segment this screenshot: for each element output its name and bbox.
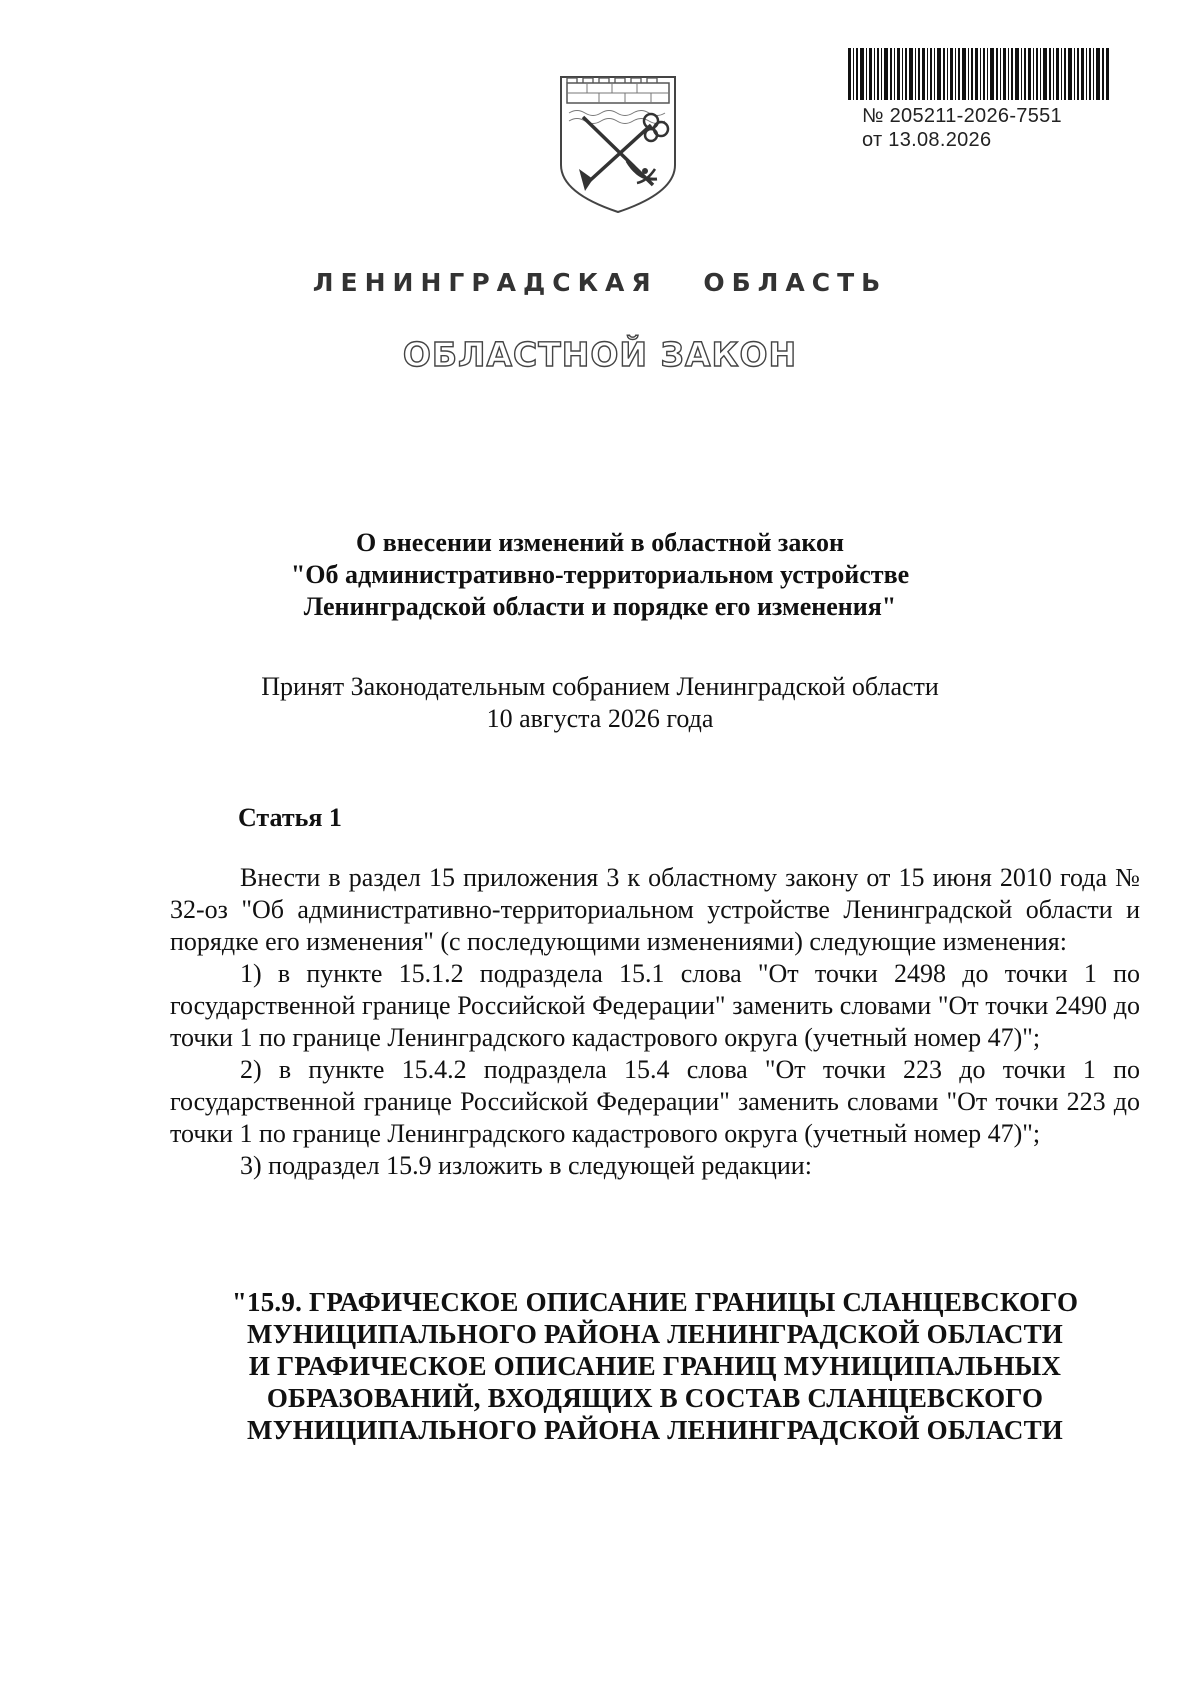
law-type-heading: ОБЛАСТНОЙ ЗАКОН [402, 335, 798, 374]
region-name: ЛЕНИНГРАДСКАЯ ОБЛАСТЬ [312, 268, 888, 297]
coat-of-arms-icon [557, 73, 679, 215]
section-heading-line: ОБРАЗОВАНИЙ, ВХОДЯЩИХ В СОСТАВ СЛАНЦЕВСКОГО [266, 1383, 1044, 1413]
amendment-item-2: 2) в пункте 15.4.2 подраздела 15.4 слова "От точки 223 до точки 1 по государственной границе Российской Федерации" заменить словами "От точки 223 до точки 1 по границе Ленинградского кадастрового округа (учетный номер 47)"; [170, 1055, 1140, 1148]
adoption-note [0, 671, 1200, 735]
registration-date: от 13.08.2026 [862, 129, 992, 151]
law-title-line: Ленинградской области и порядке его изменения" [303, 592, 897, 621]
law-title [0, 527, 1200, 623]
section-heading-line: "15.9. ГРАФИЧЕСКОЕ ОПИСАНИЕ ГРАНИЦЫ СЛАНЦЕВСКОГО [231, 1287, 1079, 1317]
article-intro-paragraph: Внести в раздел 15 приложения 3 к областному закону от 15 июня 2010 года № 32-оз "Об административно-территориальном устройстве Ленинградской области и порядке его изменения" (с последующими изменениями) следующие изменения: [170, 863, 1140, 956]
section-heading [170, 1286, 1140, 1446]
section-heading-line: И ГРАФИЧЕСКОЕ ОПИСАНИЕ ГРАНИЦ МУНИЦИПАЛЬНЫХ [248, 1351, 1062, 1381]
amendment-item-1: 1) в пункте 15.1.2 подраздела 15.1 слова "От точки 2498 до точки 1 по государственной границе Российской Федерации" заменить словами "От точки 2490 до точки 1 по границе Ленинградского кадастрового округа (учетный номер 47)"; [170, 959, 1140, 1052]
article-heading: Статья 1 [238, 803, 342, 832]
amendment-item-3: 3) подраздел 15.9 изложить в следующей редакции: [240, 1151, 812, 1180]
section-heading-line: МУНИЦИПАЛЬНОГО РАЙОНА ЛЕНИНГРАДСКОЙ ОБЛАСТИ [247, 1319, 1063, 1349]
adoption-date: 10 августа 2026 года [486, 704, 714, 733]
barcode-icon [848, 48, 1110, 100]
law-title-line: О внесении изменений в областной закон [355, 528, 845, 557]
adoption-note-line: Принят Законодательным собранием Ленинградской области [261, 672, 939, 701]
law-title-line: "Об административно-территориальном устройстве [290, 560, 910, 589]
registration-number: № 205211-2026-7551 [862, 105, 1062, 127]
article-body [170, 862, 1140, 1182]
section-heading-line: МУНИЦИПАЛЬНОГО РАЙОНА ЛЕНИНГРАДСКОЙ ОБЛАСТИ [247, 1415, 1063, 1445]
